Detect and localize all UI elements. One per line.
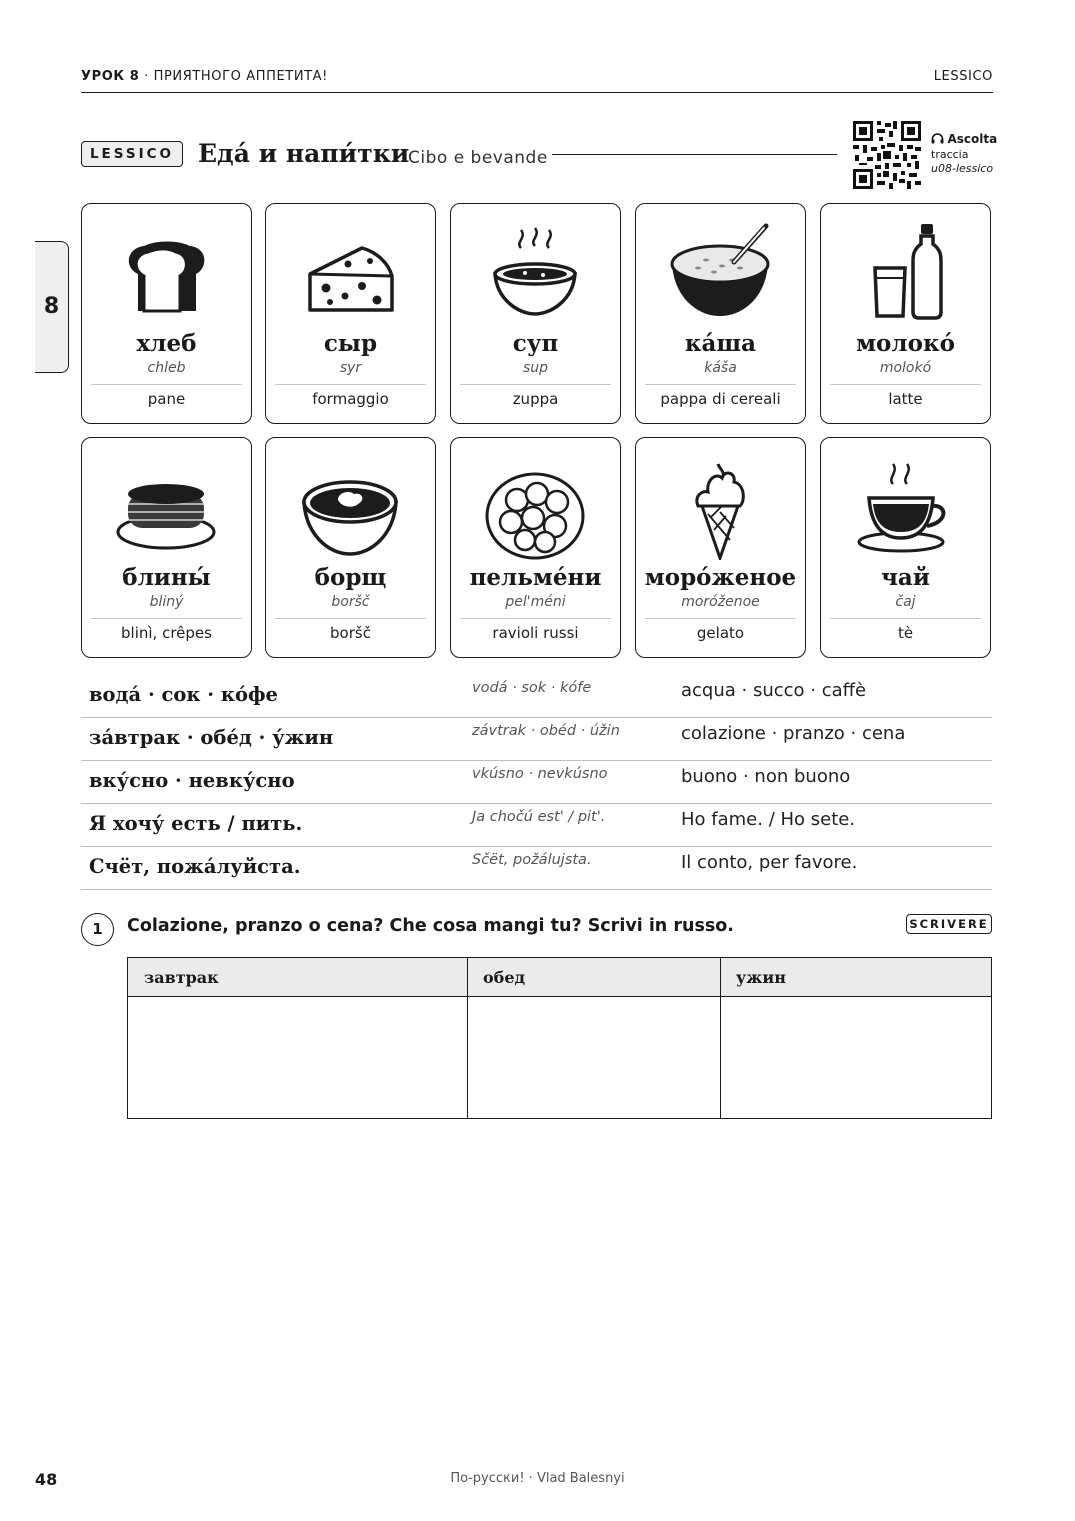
phrase-it: buono · non buono — [681, 766, 851, 787]
word-it: blinì, crêpes — [121, 624, 212, 642]
vocab-card — [450, 203, 621, 424]
lesson-heading — [81, 69, 328, 84]
word-it: pane — [147, 390, 186, 408]
title-rule — [552, 154, 837, 155]
vocab-card — [820, 203, 991, 424]
phrase-row — [81, 760, 992, 804]
exercise-question: Colazione, pranzo o cena? Che cosa mangi tu? Scrivi in russo. — [127, 916, 734, 936]
phrase-ru: Я хочу́ есть / пить. — [89, 812, 303, 835]
word-translit: bliný — [149, 594, 184, 610]
card-divider — [460, 618, 611, 619]
card-divider — [275, 618, 426, 619]
section-badge: LESSICO — [81, 141, 183, 167]
phrase-translit: vodá · sok · kófe — [472, 680, 592, 696]
book-credit: По-русски! · Vlad Balesnyi — [450, 1471, 625, 1486]
audio-track: u08-lessico — [931, 162, 994, 175]
word-translit: syr — [339, 360, 362, 376]
column-header-lunch: обед — [483, 968, 526, 987]
phrase-translit: vkúsno · nevkúsno — [472, 766, 608, 782]
word-translit: boršč — [331, 594, 370, 610]
chapter-number: 8 — [43, 294, 60, 319]
vocab-card — [265, 437, 436, 658]
phrase-it: colazione · pranzo · cena — [681, 723, 906, 744]
phrase-ru: за́втрак · обе́д · у́жин — [89, 726, 334, 749]
word-it: pappa di cereali — [660, 390, 781, 408]
answer-cell-breakfast[interactable] — [128, 998, 467, 1118]
column-header-breakfast: завтрак — [144, 968, 219, 987]
exercise-type-badge: SCRIVERE — [906, 914, 992, 934]
card-divider — [460, 384, 611, 385]
word-translit: molokó — [879, 360, 932, 376]
cheese-icon — [300, 216, 400, 326]
bread-icon — [116, 216, 216, 326]
ice-cream-icon — [670, 450, 770, 560]
answer-table-header — [128, 958, 991, 997]
card-divider — [645, 618, 796, 619]
qr-code-icon[interactable] — [853, 121, 921, 189]
chapter-tab — [35, 241, 69, 373]
column-divider — [720, 958, 721, 1118]
word-it: zuppa — [512, 390, 559, 408]
phrase-translit: Sčët, požálujsta. — [472, 852, 592, 868]
word-ru: молоко́ — [856, 330, 955, 357]
word-ru: блины́ — [122, 564, 211, 591]
tea-cup-icon — [855, 450, 955, 560]
word-ru: суп — [512, 330, 559, 357]
phrase-it: acqua · succo · caffè — [681, 680, 867, 701]
word-it: tè — [897, 624, 914, 642]
word-ru: хлеб — [136, 330, 197, 357]
vocab-card — [81, 437, 252, 658]
soup-icon — [485, 216, 585, 326]
phrase-translit: Ja chočú est' / pit'. — [472, 809, 606, 825]
answer-table — [127, 957, 992, 1119]
word-ru: ка́ша — [684, 330, 757, 357]
pancakes-icon — [116, 450, 216, 560]
section-title: Еда́ и напи́тки — [198, 139, 410, 168]
phrase-it: Ho fame. / Ho sete. — [681, 809, 856, 830]
section-subtitle: Cibo e bevande — [408, 148, 548, 168]
page-number: 48 — [35, 1470, 58, 1489]
word-ru: борщ — [314, 564, 387, 591]
word-it: gelato — [696, 624, 745, 642]
audio-sub: traccia — [931, 147, 969, 161]
phrase-row — [81, 717, 992, 761]
word-it: latte — [888, 390, 923, 408]
section-label: LESSICO — [933, 69, 993, 84]
column-divider — [467, 958, 468, 1118]
answer-cell-dinner[interactable] — [722, 998, 991, 1118]
word-ru: сыр — [323, 330, 378, 357]
card-divider — [645, 384, 796, 385]
word-translit: pel'méni — [505, 594, 566, 610]
exercise-number: 1 — [81, 913, 114, 946]
card-divider — [830, 384, 981, 385]
phrase-row — [81, 803, 992, 847]
word-it: boršč — [330, 624, 371, 642]
word-translit: moróženoe — [681, 594, 760, 610]
vocab-card — [265, 203, 436, 424]
answer-cell-lunch[interactable] — [469, 998, 720, 1118]
word-translit: čaj — [895, 594, 916, 610]
word-it: ravioli russi — [492, 624, 579, 642]
lesson-title: · ПРИЯТНОГО АППЕТИТА! — [144, 69, 328, 84]
card-divider — [275, 384, 426, 385]
audio-label: Ascolta — [947, 132, 998, 146]
dumplings-icon — [485, 450, 585, 560]
word-ru: моро́женое — [644, 564, 797, 591]
phrase-it: Il conto, per favore. — [681, 852, 858, 873]
word-translit: sup — [522, 360, 549, 376]
phrase-row — [81, 674, 992, 718]
word-translit: chleb — [147, 360, 186, 376]
phrase-translit: závtrak · obéd · úžin — [472, 723, 620, 739]
page-header — [81, 68, 993, 93]
vocab-card — [820, 437, 991, 658]
phrase-ru: вку́сно · невку́сно — [89, 769, 295, 792]
phrase-row — [81, 846, 992, 890]
vocab-card — [450, 437, 621, 658]
borscht-icon — [300, 450, 400, 560]
headphones-icon — [931, 133, 944, 144]
phrase-ru: вода́ · сок · ко́фе — [89, 683, 278, 706]
word-it: formaggio — [312, 390, 389, 408]
phrase-ru: Счёт, пожа́луйста. — [89, 855, 301, 878]
milk-icon — [855, 216, 955, 326]
card-divider — [91, 618, 242, 619]
vocab-card — [635, 437, 806, 658]
lesson-number: УРОК 8 — [81, 69, 140, 84]
word-ru: чай — [881, 564, 930, 591]
vocab-card — [635, 203, 806, 424]
column-header-dinner: ужин — [736, 968, 786, 987]
card-divider — [830, 618, 981, 619]
word-translit: káša — [704, 360, 737, 376]
audio-note — [931, 132, 997, 177]
card-divider — [91, 384, 242, 385]
word-ru: пельме́ни — [469, 564, 602, 591]
vocab-card — [81, 203, 252, 424]
porridge-icon — [670, 216, 770, 326]
